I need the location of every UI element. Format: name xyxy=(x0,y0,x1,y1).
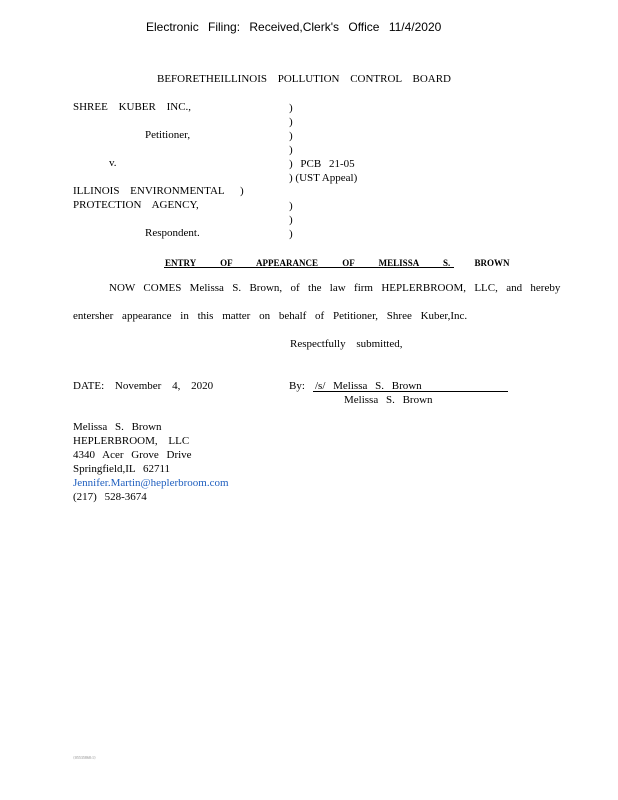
filing-stamp: Electronic Filing: Received,Clerk's Office 11/4/2020 xyxy=(146,20,442,34)
versus-label: v. xyxy=(109,157,117,169)
contact-phone: (217) 528-3674 xyxy=(73,491,147,503)
paren-mark: ) xyxy=(289,102,293,114)
by-label: By: xyxy=(289,380,305,392)
paragraph-line1: NOW COMES Melissa S. Brown, of the law firm HEPLERBROOM, LLC, and hereby xyxy=(109,282,561,294)
closing-text: Respectfully submitted, xyxy=(290,338,403,350)
signature-text: /s/ Melissa S. Brown xyxy=(315,380,422,392)
date-label: DATE: November 4, 2020 xyxy=(73,380,214,392)
contact-email-link[interactable]: Jennifer.Martin@heplerbroom.com xyxy=(73,477,229,489)
footer-doc-id: {05535868:1} xyxy=(73,755,96,760)
respondent-line1: ILLINOIS ENVIRONMENTAL xyxy=(73,185,225,197)
paren-mark: ) xyxy=(289,144,293,156)
case-type: ) (UST Appeal) xyxy=(289,172,358,184)
paren-mark: ) xyxy=(289,214,293,226)
signature-line xyxy=(313,391,508,392)
contact-city: Springfield,IL 62711 xyxy=(73,463,171,475)
case-number: ) PCB 21-05 xyxy=(289,158,355,170)
petitioner-role: Petitioner, xyxy=(145,129,191,141)
contact-street: 4340 Acer Grove Drive xyxy=(73,449,192,461)
respondent-line2: PROTECTION AGENCY, xyxy=(73,199,199,211)
contact-firm: HEPLERBROOM, LLC xyxy=(73,435,190,447)
printed-name: Melissa S. Brown xyxy=(344,394,433,406)
respondent-paren: ) xyxy=(240,185,244,197)
document-heading: ENTRY OF APPEARANCE OF MELISSA S. BROWN xyxy=(165,258,510,268)
paren-mark: ) xyxy=(289,130,293,142)
contact-name: Melissa S. Brown xyxy=(73,421,162,433)
paren-mark: ) xyxy=(289,228,293,240)
respondent-role: Respondent. xyxy=(145,227,200,239)
paragraph-line2: entersher appearance in this matter on behalf of Petitioner, Shree Kuber,Inc. xyxy=(73,310,468,322)
petitioner-name: SHREE KUBER INC., xyxy=(73,101,192,113)
paren-mark: ) xyxy=(289,116,293,128)
heading-underline xyxy=(164,267,454,268)
paren-mark: ) xyxy=(289,200,293,212)
board-title: BEFORETHEILLINOIS POLLUTION CONTROL BOARD xyxy=(157,73,451,85)
